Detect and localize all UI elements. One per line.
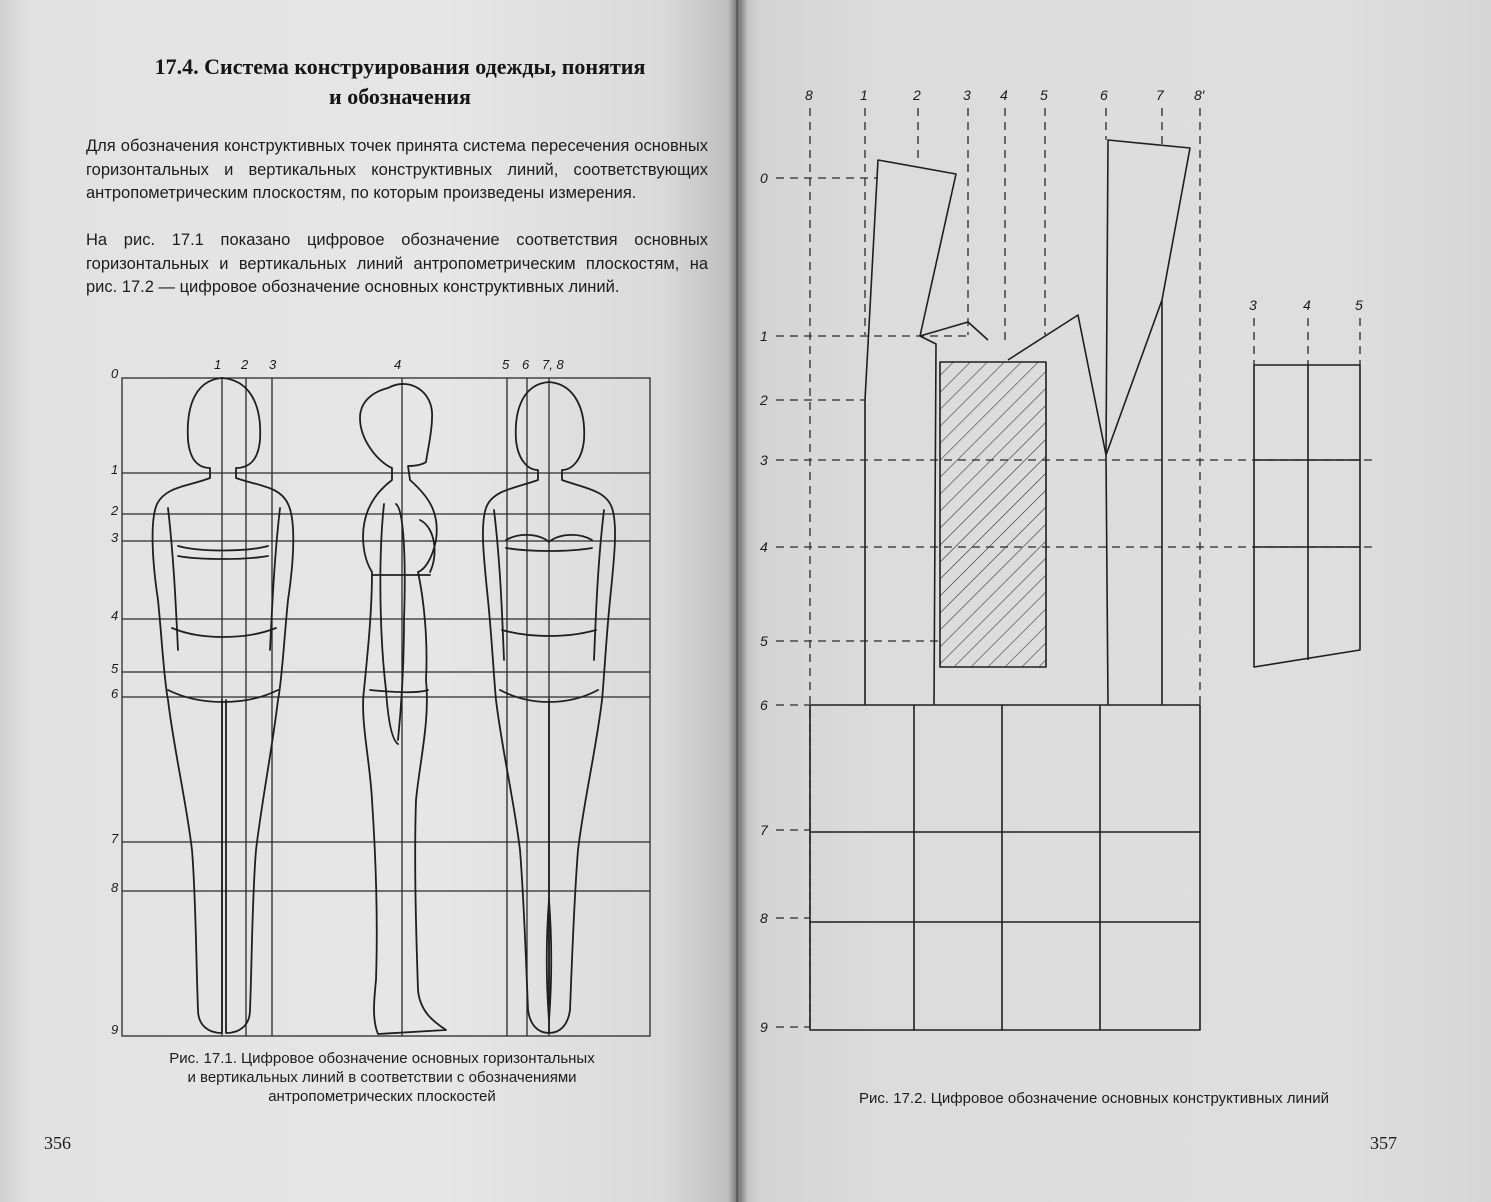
side-label-5: 5	[760, 633, 768, 649]
h-label-0: 0	[111, 366, 119, 381]
h-label-3: 3	[111, 530, 119, 545]
caption-line-3: антропометрических плоскостей	[268, 1088, 496, 1105]
side-label-0: 0	[760, 170, 768, 186]
side-panel-hatched	[940, 362, 1046, 667]
side-label-4: 4	[760, 539, 768, 555]
side-label-1: 1	[760, 328, 768, 344]
v-label-5: 5	[502, 357, 510, 372]
side-label-7: 7	[760, 822, 768, 838]
sleeve-label-4: 4	[1303, 297, 1311, 313]
top-label-6: 6	[1100, 87, 1108, 103]
v-label-6: 6	[522, 357, 530, 372]
v-label-7-8: 7, 8	[542, 357, 564, 372]
top-label-7: 7	[1156, 87, 1164, 103]
sleeve-label-3: 3	[1249, 297, 1257, 313]
h-label-4: 4	[111, 608, 119, 623]
top-label-8prime: 8′	[1194, 87, 1205, 103]
h-label-5: 5	[111, 661, 119, 676]
figure-17-1-caption	[112, 1049, 652, 1106]
side-label-9: 9	[760, 1019, 768, 1035]
top-label-5: 5	[1040, 87, 1048, 103]
figure-17-2	[738, 0, 1491, 1202]
figure-side-view	[360, 384, 446, 1034]
right-page	[738, 0, 1491, 1202]
side-label-3: 3	[760, 452, 768, 468]
top-label-4: 4	[1000, 87, 1008, 103]
sleeve-label-5: 5	[1355, 297, 1363, 313]
figure-17-1	[0, 0, 736, 1202]
front-bodice-top	[1106, 140, 1190, 455]
figure-17-1-frame	[122, 378, 650, 1036]
top-label-3: 3	[963, 87, 971, 103]
h-label-2: 2	[111, 503, 119, 518]
caption-line-2: и вертикальных линий в соответствии с обозначениями	[187, 1069, 577, 1086]
v-label-3: 3	[269, 357, 277, 372]
top-label-2: 2	[913, 87, 921, 103]
v-label-1: 1	[214, 357, 222, 372]
h-label-7: 7	[111, 831, 119, 846]
sleeve-outline	[1254, 365, 1360, 667]
side-label-6: 6	[760, 697, 768, 713]
h-label-9: 9	[111, 1022, 119, 1037]
h-label-8: 8	[111, 880, 119, 895]
heading-line-1: 17.4. Система конструирования одежды, понятия	[154, 54, 646, 79]
left-page	[0, 0, 736, 1202]
side-label-2: 2	[760, 392, 768, 408]
side-label-8: 8	[760, 910, 768, 926]
lower-grid	[810, 705, 1200, 1030]
paragraph-2: На рис. 17.1 показано цифровое обозначение соответствия основных горизонтальных и вертикальных линий антропометрическим плоскостям, на рис. 17.2 — цифровое обозначение основных конструктивных линий.	[86, 231, 708, 296]
v-label-4: 4	[394, 357, 402, 372]
page-number-right: 357	[1370, 1133, 1397, 1153]
top-label-8: 8	[805, 87, 813, 103]
v-label-2: 2	[241, 357, 249, 372]
page-number-left: 356	[44, 1133, 71, 1153]
top-label-1: 1	[860, 87, 868, 103]
caption-line-1: Рис. 17.1. Цифровое обозначение основных горизонтальных	[169, 1050, 595, 1067]
h-label-1: 1	[111, 462, 119, 477]
figure-17-2-caption: Рис. 17.2. Цифровое обозначение основных конструктивных линий	[859, 1090, 1329, 1107]
back-bodice-shoulder	[920, 322, 988, 340]
paragraph-1: Для обозначения конструктивных точек принята система пересечения основных горизонтальных и вертикальных конструктивных линий, соответствующих антропометрическим плоскостям, по которым произведены измерения.	[86, 137, 708, 202]
h-label-6: 6	[111, 686, 119, 701]
heading-line-2: и обозначения	[329, 84, 471, 109]
